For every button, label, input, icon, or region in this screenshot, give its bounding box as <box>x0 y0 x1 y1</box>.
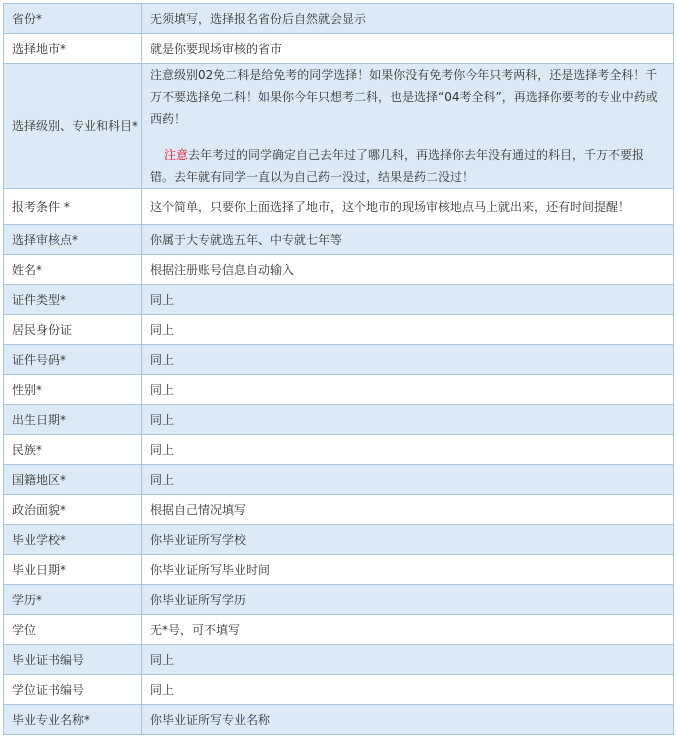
table-row <box>4 615 674 645</box>
field-label: 选择级别、专业和科目* <box>4 64 142 189</box>
field-description: 同上 <box>142 465 674 495</box>
field-label: 报考条件 * <box>4 189 142 225</box>
field-label: 毕业学校* <box>4 525 142 555</box>
table-row <box>4 189 674 225</box>
field-label: 性别* <box>4 375 142 405</box>
field-label: 学位 <box>4 615 142 645</box>
table-row <box>4 705 674 735</box>
field-label: 学历* <box>4 585 142 615</box>
field-description: 同上 <box>142 375 674 405</box>
field-description: 无*号，可不填写 <box>142 615 674 645</box>
field-description: 无须填写，选择报名省份后自然就会显示 <box>142 4 674 34</box>
table-row <box>4 345 674 375</box>
table-row <box>4 375 674 405</box>
field-description: 同上 <box>142 405 674 435</box>
field-label: 选择地市* <box>4 34 142 64</box>
note-text: 去年考过的同学确定自己去年过了哪几科，再选择你去年没有通过的科目，千万不要报错。去年就有同学一直以为自己药一没过，结果是药二没过！ <box>150 148 645 184</box>
field-label: 省份* <box>4 4 142 34</box>
field-description: 同上 <box>142 675 674 705</box>
table-row <box>4 405 674 435</box>
field-description: 你属于大专就选五年、中专就七年等 <box>142 225 674 255</box>
field-description: 你毕业证所写学校 <box>142 525 674 555</box>
field-description <box>142 64 674 189</box>
table-row <box>4 4 674 34</box>
field-description: 同上 <box>142 345 674 375</box>
field-label: 民族* <box>4 435 142 465</box>
field-guide-table <box>3 3 674 735</box>
field-label: 学位证书编号 <box>4 675 142 705</box>
field-description: 你毕业证所写学历 <box>142 585 674 615</box>
table-row <box>4 675 674 705</box>
table-row <box>4 465 674 495</box>
table-row <box>4 34 674 64</box>
field-label: 毕业日期* <box>4 555 142 585</box>
table-row <box>4 525 674 555</box>
table-row <box>4 645 674 675</box>
table-row <box>4 64 674 189</box>
field-label: 居民身份证 <box>4 315 142 345</box>
field-description: 你毕业证所写毕业时间 <box>142 555 674 585</box>
field-description: 根据自己情况填写 <box>142 495 674 525</box>
table-row <box>4 435 674 465</box>
field-description: 同上 <box>142 645 674 675</box>
field-label: 证件类型* <box>4 285 142 315</box>
description-paragraph: 注意级别02免二科是给免考的同学选择！如果你没有免考你今年只考两科，还是选择考全科！千万不要选择免二科！如果你今年只想考二科，也是选择“04考全科”，再选择你要考的专业中药或西药！ <box>150 68 658 126</box>
field-description: 同上 <box>142 285 674 315</box>
field-label: 政治面貌* <box>4 495 142 525</box>
field-description: 你毕业证所写专业名称 <box>142 705 674 735</box>
field-label: 毕业证书编号 <box>4 645 142 675</box>
field-label: 毕业专业名称* <box>4 705 142 735</box>
field-description: 同上 <box>142 315 674 345</box>
note-label: 注意 <box>164 148 189 162</box>
field-description: 就是你要现场审核的省市 <box>142 34 674 64</box>
table-row <box>4 225 674 255</box>
table-row <box>4 285 674 315</box>
field-label: 姓名* <box>4 255 142 285</box>
field-label: 国籍地区* <box>4 465 142 495</box>
table-row <box>4 495 674 525</box>
field-description: 根据注册账号信息自动输入 <box>142 255 674 285</box>
field-description: 同上 <box>142 435 674 465</box>
table-row <box>4 255 674 285</box>
field-label: 证件号码* <box>4 345 142 375</box>
field-label: 出生日期* <box>4 405 142 435</box>
table-row <box>4 315 674 345</box>
table-row <box>4 555 674 585</box>
description-paragraph <box>150 144 659 188</box>
table-row <box>4 585 674 615</box>
registration-guide <box>3 3 674 735</box>
field-label: 选择审核点* <box>4 225 142 255</box>
field-description: 这个简单，只要你上面选择了地市，这个地市的现场审核地点马上就出来，还有时间提醒！ <box>142 189 674 225</box>
